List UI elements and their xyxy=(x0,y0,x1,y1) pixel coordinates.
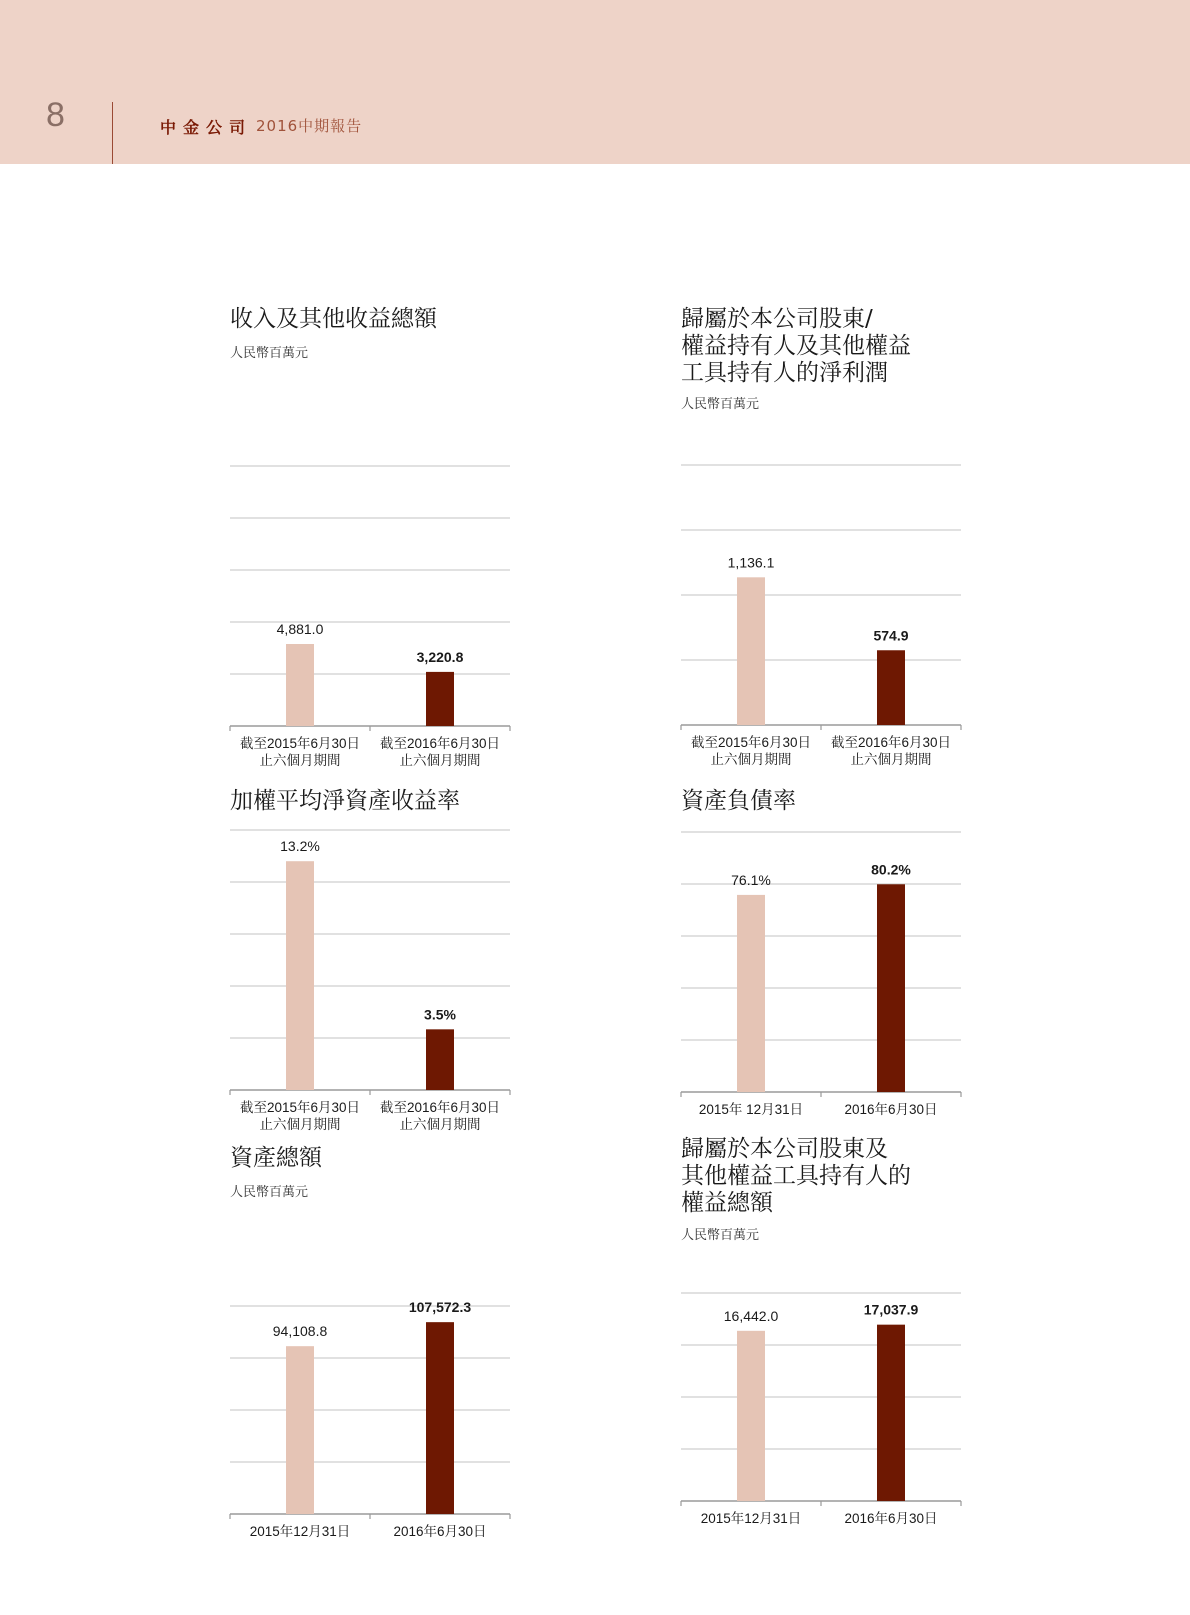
bar xyxy=(877,650,905,725)
tick-label: 截至2015年6月30日止六個月期間 xyxy=(239,1100,361,1132)
chart-title: 加權平均淨資產收益率 xyxy=(230,788,460,814)
tick-label: 截至2016年6月30日止六個月期間 xyxy=(379,736,501,768)
chart-net-profit xyxy=(681,306,981,786)
chart-total-equity xyxy=(681,1136,981,1546)
chart-plot xyxy=(230,436,510,776)
chart-title: 歸屬於本公司股東及 其他權益工具持有人的 權益總額 xyxy=(681,1136,911,1216)
bar xyxy=(877,1325,905,1501)
data-label: 80.2% xyxy=(871,861,911,878)
tick-label: 2016年6月30日 xyxy=(844,1511,938,1526)
bar xyxy=(737,1331,765,1501)
data-label: 94,108.8 xyxy=(272,1323,328,1340)
bar xyxy=(426,1322,454,1514)
tick-label: 截至2015年6月30日止六個月期間 xyxy=(239,736,361,768)
bar xyxy=(737,895,765,1092)
data-label: 107,572.3 xyxy=(408,1299,472,1316)
tick-label: 2015年 12月31日 xyxy=(698,1102,804,1117)
chart-title: 收入及其他收益總額 xyxy=(230,306,437,332)
chart-leverage-ratio xyxy=(681,788,981,1138)
header-divider xyxy=(112,102,113,164)
bar xyxy=(426,1029,454,1090)
bar xyxy=(286,1346,314,1514)
bar xyxy=(286,644,314,726)
chart-title: 資產總額 xyxy=(230,1145,322,1171)
chart-title: 歸屬於本公司股東/ 權益持有人及其他權益 工具持有人的淨利潤 xyxy=(681,306,911,386)
data-label: 16,442.0 xyxy=(723,1307,779,1324)
data-label: 3,220.8 xyxy=(416,648,464,665)
bar xyxy=(426,672,454,726)
bar xyxy=(737,577,765,725)
chart-roe xyxy=(230,788,530,1138)
chart-unit: 人民幣百萬元 xyxy=(230,1185,309,1200)
data-label: 574.9 xyxy=(873,627,909,644)
chart-unit: 人民幣百萬元 xyxy=(230,346,309,361)
chart-plot xyxy=(230,788,510,1138)
tick-label: 2016年6月30日 xyxy=(844,1102,938,1117)
company-name: 中金公司 xyxy=(160,118,253,137)
chart-plot xyxy=(681,1136,961,1546)
report-title: 2016中期報告 xyxy=(256,117,363,135)
tick-label: 截至2016年6月30日止六個月期間 xyxy=(830,735,952,767)
chart-total-assets xyxy=(230,1145,530,1545)
chart-plot xyxy=(681,788,961,1138)
tick-label: 截至2015年6月30日止六個月期間 xyxy=(690,735,812,767)
chart-unit: 人民幣百萬元 xyxy=(681,1228,760,1243)
chart-plot xyxy=(230,1145,510,1545)
bar xyxy=(877,884,905,1092)
tick-label: 2016年6月30日 xyxy=(393,1524,487,1539)
chart-total-revenue xyxy=(230,306,530,786)
chart-unit: 人民幣百萬元 xyxy=(681,397,760,412)
page-number: 8 xyxy=(46,96,65,134)
header-band xyxy=(0,0,1190,164)
chart-title: 資產負債率 xyxy=(681,788,796,814)
bar xyxy=(286,861,314,1090)
chart-plot xyxy=(681,436,961,776)
tick-label: 2015年12月31日 xyxy=(700,1511,802,1526)
data-label: 1,136.1 xyxy=(727,554,775,571)
tick-label: 截至2016年6月30日止六個月期間 xyxy=(379,1100,501,1132)
data-label: 76.1% xyxy=(731,871,771,888)
data-label: 4,881.0 xyxy=(276,620,324,637)
data-label: 3.5% xyxy=(424,1006,456,1023)
data-label: 17,037.9 xyxy=(863,1301,919,1318)
tick-label: 2015年12月31日 xyxy=(249,1524,351,1539)
data-label: 13.2% xyxy=(280,838,320,855)
